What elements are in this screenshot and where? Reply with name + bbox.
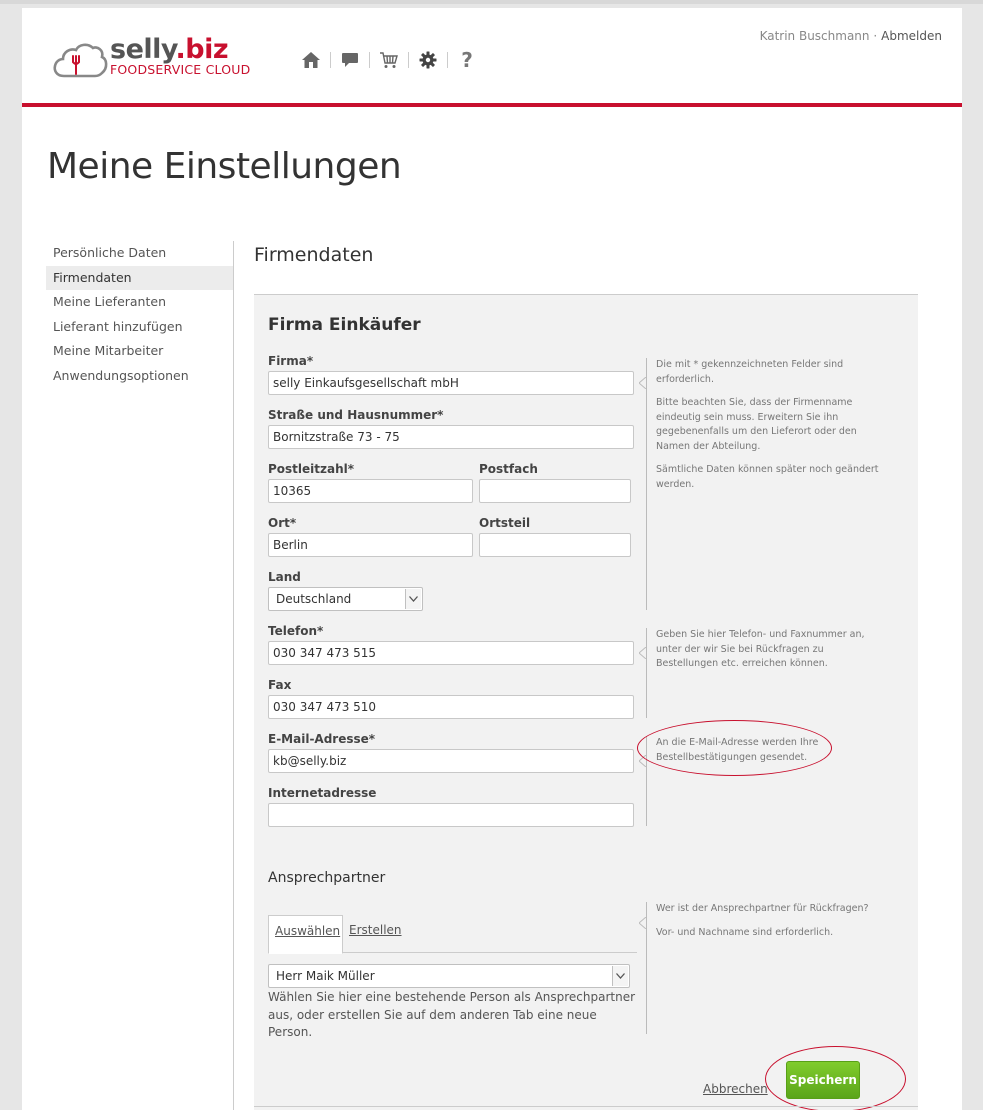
sidebar-item-firmendaten[interactable]: Firmendaten xyxy=(46,266,233,290)
user-bar xyxy=(760,29,942,43)
help-notch xyxy=(639,377,646,389)
email-label: E-Mail-Adresse* xyxy=(268,732,376,746)
sidebar-item-meine-lieferanten[interactable]: Meine Lieferanten xyxy=(53,294,166,309)
fax-input[interactable] xyxy=(268,695,634,719)
help-bracket xyxy=(646,902,647,1034)
land-select-value: Deutschland xyxy=(276,592,352,606)
help-block-email: An die E-Mail-Adresse werden Ihre Bestellbestätigungen gesendet. xyxy=(656,737,819,763)
ort-label: Ort* xyxy=(268,516,297,530)
header-accent-line xyxy=(22,103,962,107)
help-bracket xyxy=(646,358,647,610)
browser-strip xyxy=(0,0,983,4)
nav-divider xyxy=(330,52,331,68)
help-block-contact xyxy=(656,902,888,949)
postfach-input[interactable] xyxy=(479,479,631,503)
telefon-input[interactable] xyxy=(268,641,634,665)
cart-icon[interactable] xyxy=(378,49,400,71)
internet-label: Internetadresse xyxy=(268,786,377,800)
company-form-panel xyxy=(254,294,918,1110)
tab-auswaehlen[interactable]: Auswählen xyxy=(268,915,343,954)
page xyxy=(22,8,962,1110)
telefon-label: Telefon* xyxy=(268,624,324,638)
ortsteil-label: Ortsteil xyxy=(479,516,531,530)
brand-subtitle: FOODSERVICE CLOUD xyxy=(110,62,251,77)
page-title: Meine Einstellungen xyxy=(47,146,402,187)
help-notch xyxy=(639,647,646,659)
help-company-name-text: Bitte beachten Sie, dass der Firmenname eindeutig sein muss. Erweitern Sie ihn gegebenenfalls um den Lieferort oder den Namen der Abteilung. xyxy=(656,397,857,452)
annotation-ellipse-email-help xyxy=(637,720,832,776)
cloud-logo-icon xyxy=(52,40,108,80)
section-title: Firmendaten xyxy=(254,244,374,266)
nav-divider xyxy=(369,52,370,68)
help-contact-required: Vor- und Nachname sind erforderlich. xyxy=(656,926,834,938)
internet-input[interactable] xyxy=(268,803,634,827)
top-nav xyxy=(300,48,478,72)
strasse-label: Straße und Hausnummer* xyxy=(268,408,444,422)
annotation-ellipse-save xyxy=(765,1046,906,1110)
land-select[interactable] xyxy=(268,587,423,611)
sidebar xyxy=(46,241,233,388)
chevron-down-icon xyxy=(612,966,628,986)
help-contact-question: Wer ist der Ansprechpartner für Rückfragen? xyxy=(656,903,869,914)
selly-logo[interactable] xyxy=(52,36,262,86)
plz-label: Postleitzahl* xyxy=(268,462,355,476)
brand-name: selly.biz xyxy=(110,34,229,65)
email-input[interactable] xyxy=(268,749,634,773)
help-notch xyxy=(639,917,646,929)
help-bracket xyxy=(646,628,647,718)
header xyxy=(22,8,962,108)
firma-input[interactable] xyxy=(268,371,634,395)
chevron-down-icon xyxy=(405,589,421,609)
help-glyph: ? xyxy=(461,48,473,72)
home-icon[interactable] xyxy=(300,49,322,71)
help-block-general xyxy=(656,358,888,501)
chat-icon[interactable] xyxy=(339,49,361,71)
form-title: Firma Einkäufer xyxy=(268,315,421,335)
sidebar-divider xyxy=(233,241,234,1110)
sidebar-item-meine-mitarbeiter[interactable]: Meine Mitarbeiter xyxy=(53,343,164,358)
fax-label: Fax xyxy=(268,678,292,692)
contact-hint: Wählen Sie hier eine bestehende Person als Ansprechpartner aus, oder erstellen Sie auf dem anderen Tab eine neue Person. xyxy=(268,990,636,1039)
user-name: Katrin Buschmann · xyxy=(759,29,878,43)
panel-bottom-border xyxy=(254,1106,918,1107)
help-block-phone: Geben Sie hier Telefon- und Faxnummer an, unter der wir Sie bei Rückfragen zu Bestellungen etc. erreichen können. xyxy=(656,629,865,669)
land-label: Land xyxy=(268,570,301,584)
contact-heading: Ansprechpartner xyxy=(268,870,386,886)
sidebar-item-persoenliche-daten[interactable]: Persönliche Daten xyxy=(53,245,167,260)
firma-label: Firma* xyxy=(268,354,314,368)
sidebar-item-lieferant-hinzufuegen[interactable]: Lieferant hinzufügen xyxy=(53,318,183,334)
plz-input[interactable] xyxy=(268,479,473,503)
logout-link[interactable]: Abmelden xyxy=(881,29,942,43)
nav-divider xyxy=(447,52,448,68)
contact-select-value: Herr Maik Müller xyxy=(276,969,375,983)
sidebar-item-anwendungsoptionen[interactable]: Anwendungsoptionen xyxy=(53,367,189,383)
nav-divider xyxy=(408,52,409,68)
tab-erstellen[interactable]: Erstellen xyxy=(349,923,402,937)
save-button[interactable]: Speichern xyxy=(786,1061,860,1099)
help-change-later-text: Sämtliche Daten können später noch geändert werden. xyxy=(656,464,879,490)
contact-select[interactable] xyxy=(268,964,630,988)
postfach-label: Postfach xyxy=(479,462,538,476)
ortsteil-input[interactable] xyxy=(479,533,631,557)
contact-tabs xyxy=(268,915,637,953)
gear-icon[interactable] xyxy=(417,49,439,71)
ort-input[interactable] xyxy=(268,533,473,557)
strasse-input[interactable] xyxy=(268,425,634,449)
help-required-text: Die mit * gekennzeichneten Felder sind erforderlich. xyxy=(656,359,844,385)
help-icon[interactable] xyxy=(456,49,478,71)
cancel-link[interactable]: Abbrechen xyxy=(703,1082,768,1096)
